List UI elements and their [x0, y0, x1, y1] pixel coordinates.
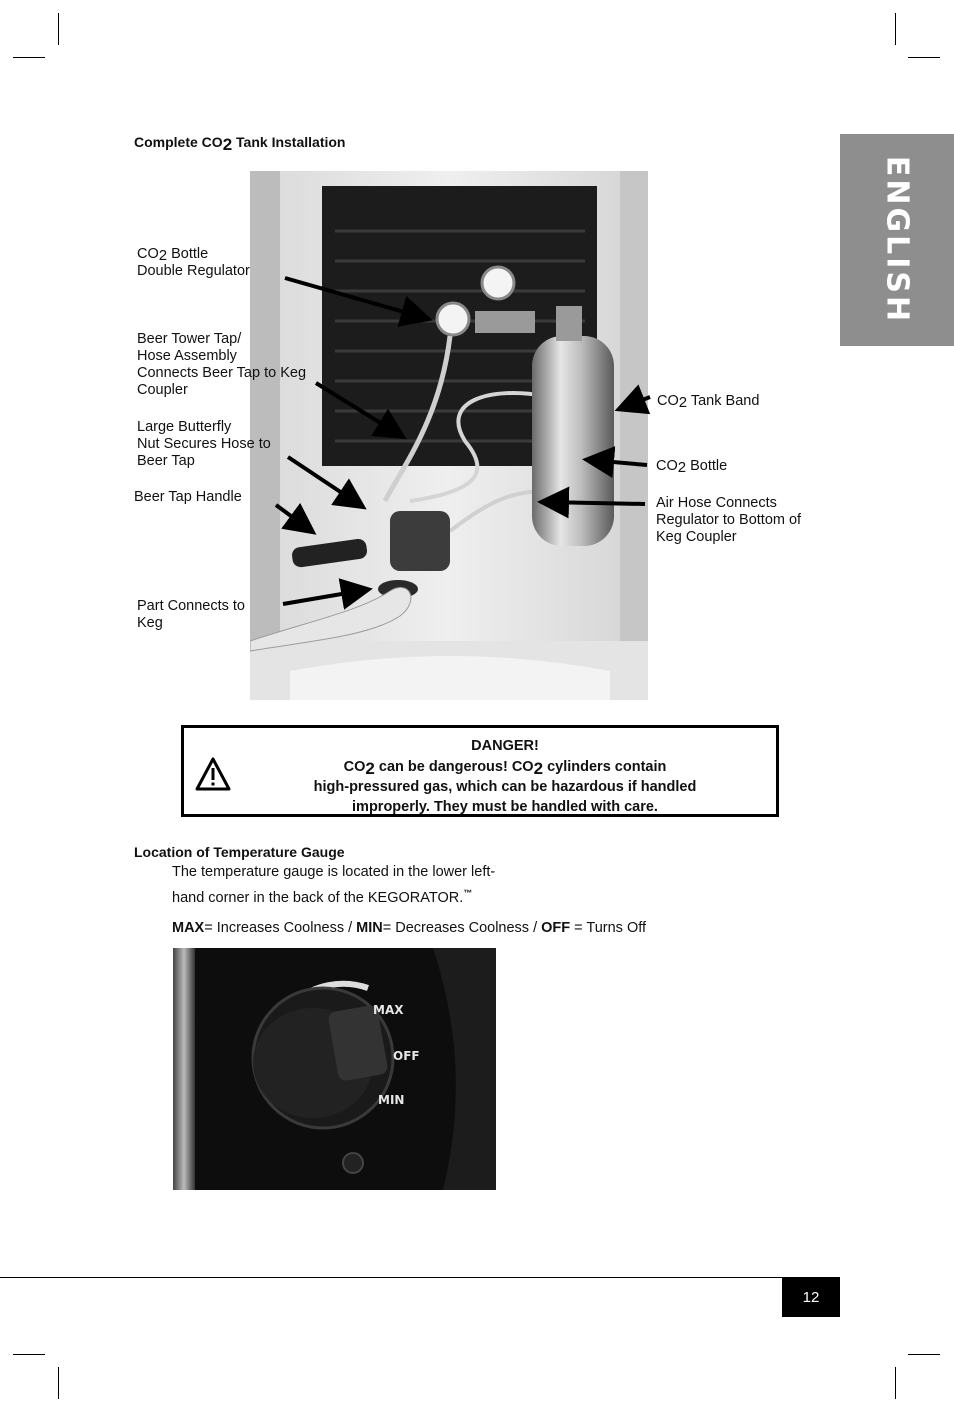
callout-tank-band	[657, 392, 759, 410]
legend-text: = Increases Coolness /	[204, 920, 357, 936]
callout-text: CO	[656, 458, 678, 474]
callout-text: Hose Assembly	[137, 348, 237, 364]
callout-text: Large Butterfly	[137, 419, 232, 435]
callout-text: Regulator to Bottom of	[656, 512, 802, 528]
title-text: Tank Installation	[232, 134, 346, 150]
warning-triangle-icon	[194, 756, 232, 792]
crop-mark	[13, 57, 45, 58]
callout-text: Air Hose Connects	[656, 495, 777, 511]
callout-air-hose	[656, 495, 801, 546]
dial-label-max: MAX	[373, 1003, 404, 1017]
crop-mark	[895, 1367, 896, 1399]
language-tab-label: ENGLISH	[879, 155, 915, 325]
section-title-co2-installation	[134, 132, 345, 152]
legend-key-off: OFF	[541, 920, 571, 936]
callout-text: Nut Secures Hose to	[137, 436, 271, 452]
danger-text: CO	[343, 759, 366, 775]
danger-warning-box	[181, 725, 779, 817]
callout-beer-tower	[137, 331, 306, 399]
callout-part-keg	[137, 598, 245, 632]
danger-subscript: 2	[365, 759, 375, 778]
danger-line: high-pressured gas, which can be hazardous if handled	[313, 779, 697, 795]
footer-rule	[0, 1277, 840, 1278]
temperature-dial-photo	[173, 948, 496, 1190]
callout-text: Coupler	[137, 382, 188, 398]
callout-text: Keg Coupler	[656, 529, 737, 545]
callout-text: Connects Beer Tap to Keg	[137, 365, 307, 381]
dial-label-off: OFF	[393, 1049, 420, 1063]
callout-subscript: 2	[678, 394, 688, 411]
callout-tap-handle	[134, 489, 242, 506]
temperature-gauge-description	[172, 862, 495, 909]
callout-text: Tank Band	[687, 393, 760, 409]
paragraph-line: The temperature gauge is located in the lower left-	[172, 864, 496, 880]
danger-line	[244, 756, 766, 777]
danger-text: can be dangerous! CO	[374, 759, 534, 775]
section-title-temperature-gauge: Location of Temperature Gauge	[134, 844, 345, 860]
callout-text: Beer Tap Handle	[134, 489, 242, 505]
legend-key-min: MIN	[356, 920, 383, 936]
callout-text: CO	[657, 393, 679, 409]
callout-subscript: 2	[677, 459, 687, 476]
crop-mark	[908, 1354, 940, 1355]
trademark-symbol: ™	[463, 888, 473, 898]
callout-co2-regulator	[137, 245, 250, 280]
crop-mark	[58, 1367, 59, 1399]
callout-text: Keg	[137, 615, 163, 631]
legend-text: = Turns Off	[570, 920, 647, 936]
co2-installation-photo	[250, 171, 648, 700]
callout-text: Double Regulator	[137, 263, 250, 279]
danger-line: improperly. They must be handled with care.	[352, 799, 658, 815]
crop-mark	[895, 13, 896, 45]
title-subscript: 2	[222, 135, 233, 154]
crop-mark	[908, 57, 940, 58]
callout-text: CO	[137, 246, 159, 262]
callout-text: Part Connects to	[137, 598, 245, 614]
legend-key-max: MAX	[172, 920, 205, 936]
callout-text: Bottle	[686, 458, 728, 474]
dial-legend	[172, 918, 646, 939]
danger-subscript: 2	[533, 759, 544, 778]
dial-label-min: MIN	[378, 1093, 405, 1107]
page-number: 12	[782, 1277, 840, 1317]
legend-text: = Decreases Coolness /	[382, 920, 542, 936]
language-tab	[840, 134, 954, 346]
crop-mark	[58, 13, 59, 45]
callout-subscript: 2	[158, 247, 168, 264]
danger-heading: DANGER!	[471, 738, 539, 754]
callout-co2-bottle	[656, 457, 727, 475]
crop-mark	[13, 1354, 45, 1355]
callout-text: Beer Tower Tap/	[137, 331, 242, 347]
paragraph-line: hand corner in the back of the KEGORATOR.	[172, 889, 464, 906]
callout-text: Bottle	[167, 246, 209, 262]
callout-butterfly-nut	[137, 419, 271, 470]
title-text: Complete CO	[134, 134, 223, 150]
danger-text: cylinders contain	[543, 759, 667, 775]
callout-text: Beer Tap	[137, 453, 195, 469]
